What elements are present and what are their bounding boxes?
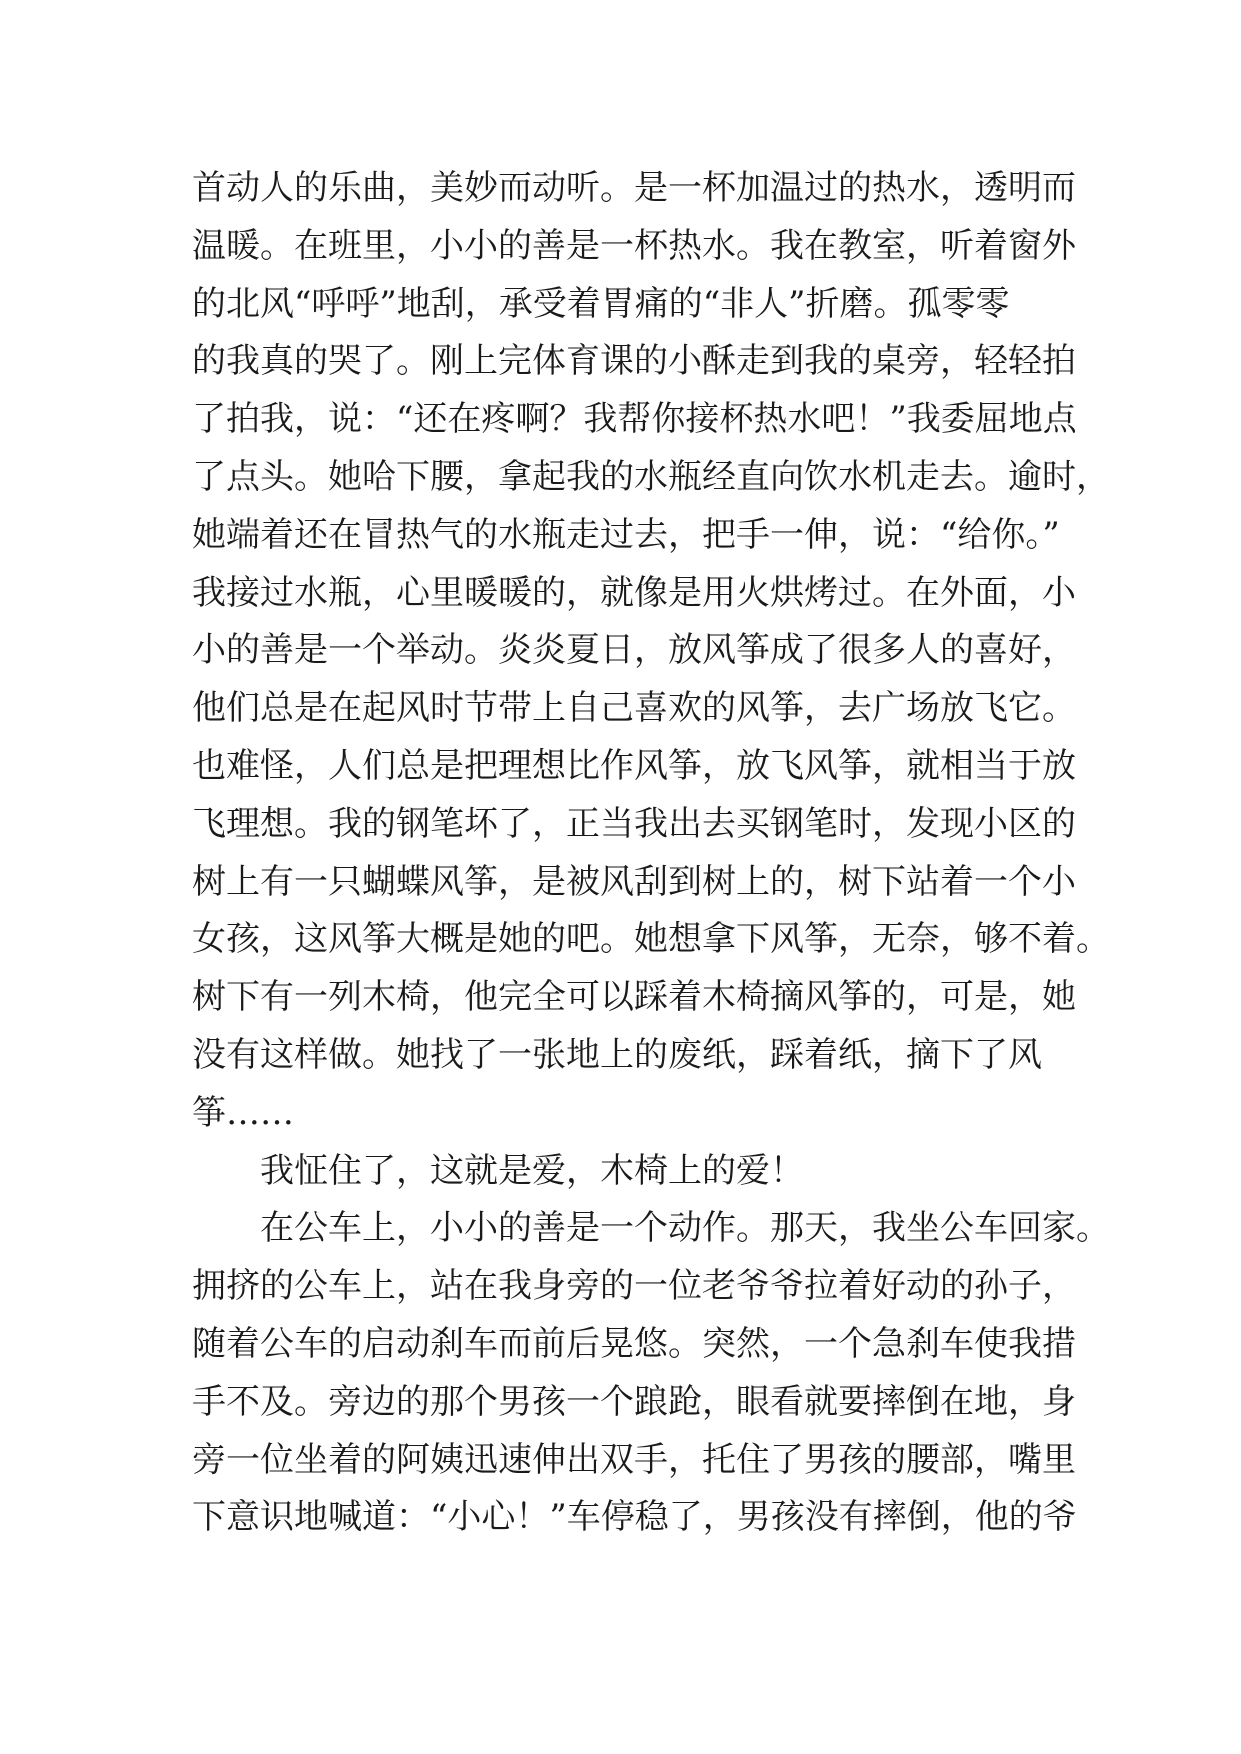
text-line: 筝…… [192, 1092, 294, 1133]
body-text [192, 160, 1110, 1547]
text-line: 也难怪，人们总是把理想比作风筝，放飞风筝，就相当于放 [192, 745, 1076, 786]
text-line: 的我真的哭了。刚上完体育课的小酥走到我的桌旁，轻轻拍 [192, 341, 1076, 382]
text-line: 小的善是一个举动。炎炎夏日，放风筝成了很多人的喜好， [192, 630, 1076, 671]
text-line: 随着公车的启动刹车而前后晃悠。突然，一个急刹车使我措 [192, 1323, 1076, 1364]
paragraph-first-line: 在公车上，小小的善是一个动作。那天，我坐公车回家。 [260, 1208, 1110, 1249]
text-line: 我接过水瓶，心里暖暖的，就像是用火烘烤过。在外面，小 [192, 572, 1076, 613]
paragraph-first-line: 我怔住了，这就是爱，木椅上的爱！ [260, 1150, 804, 1191]
text-line: 了点头。她哈下腰，拿起我的水瓶经直向饮水机走去。逾时， [192, 456, 1110, 497]
text-line: 下意识地喊道：“小心！”车停稳了，男孩没有摔倒，他的爷 [192, 1497, 1077, 1538]
text-line: 拥挤的公车上，站在我身旁的一位老爷爷拉着好动的孙子， [192, 1266, 1076, 1307]
text-line: 飞理想。我的钢笔坏了，正当我出去买钢笔时，发现小区的 [192, 803, 1076, 844]
text-line: 女孩，这风筝大概是她的吧。她想拿下风筝，无奈，够不着。 [192, 919, 1110, 960]
text-line: 她端着还在冒热气的水瓶走过去，把手一伸，说：“给你。” [192, 514, 1060, 555]
text-line: 树上有一只蝴蝶风筝，是被风刮到树上的，树下站着一个小 [192, 861, 1076, 902]
text-line: 温暖。在班里，小小的善是一杯热水。我在教室，听着窗外 [192, 225, 1076, 266]
text-line: 首动人的乐曲，美妙而动听。是一杯加温过的热水，透明而 [192, 168, 1076, 208]
text-line: 旁一位坐着的阿姨迅速伸出双手，托住了男孩的腰部，嘴里 [192, 1439, 1076, 1480]
text-line: 树下有一列木椅，他完全可以踩着木椅摘风筝的，可是，她 [192, 977, 1076, 1018]
text-line: 了拍我，说：“还在疼啊？我帮你接杯热水吧！”我委屈地点 [192, 399, 1077, 440]
text-line: 手不及。旁边的那个男孩一个踉跄，眼看就要摔倒在地，身 [192, 1381, 1076, 1422]
text-line: 没有这样做。她找了一张地上的废纸，踩着纸，摘下了风 [192, 1034, 1042, 1075]
text-line: 他们总是在起风时节带上自己喜欢的风筝，去广场放飞它。 [192, 688, 1076, 729]
text-line: 的北风“呼呼”地刮，承受着胃痛的“非人”折磨。孤零零 [192, 283, 1010, 324]
